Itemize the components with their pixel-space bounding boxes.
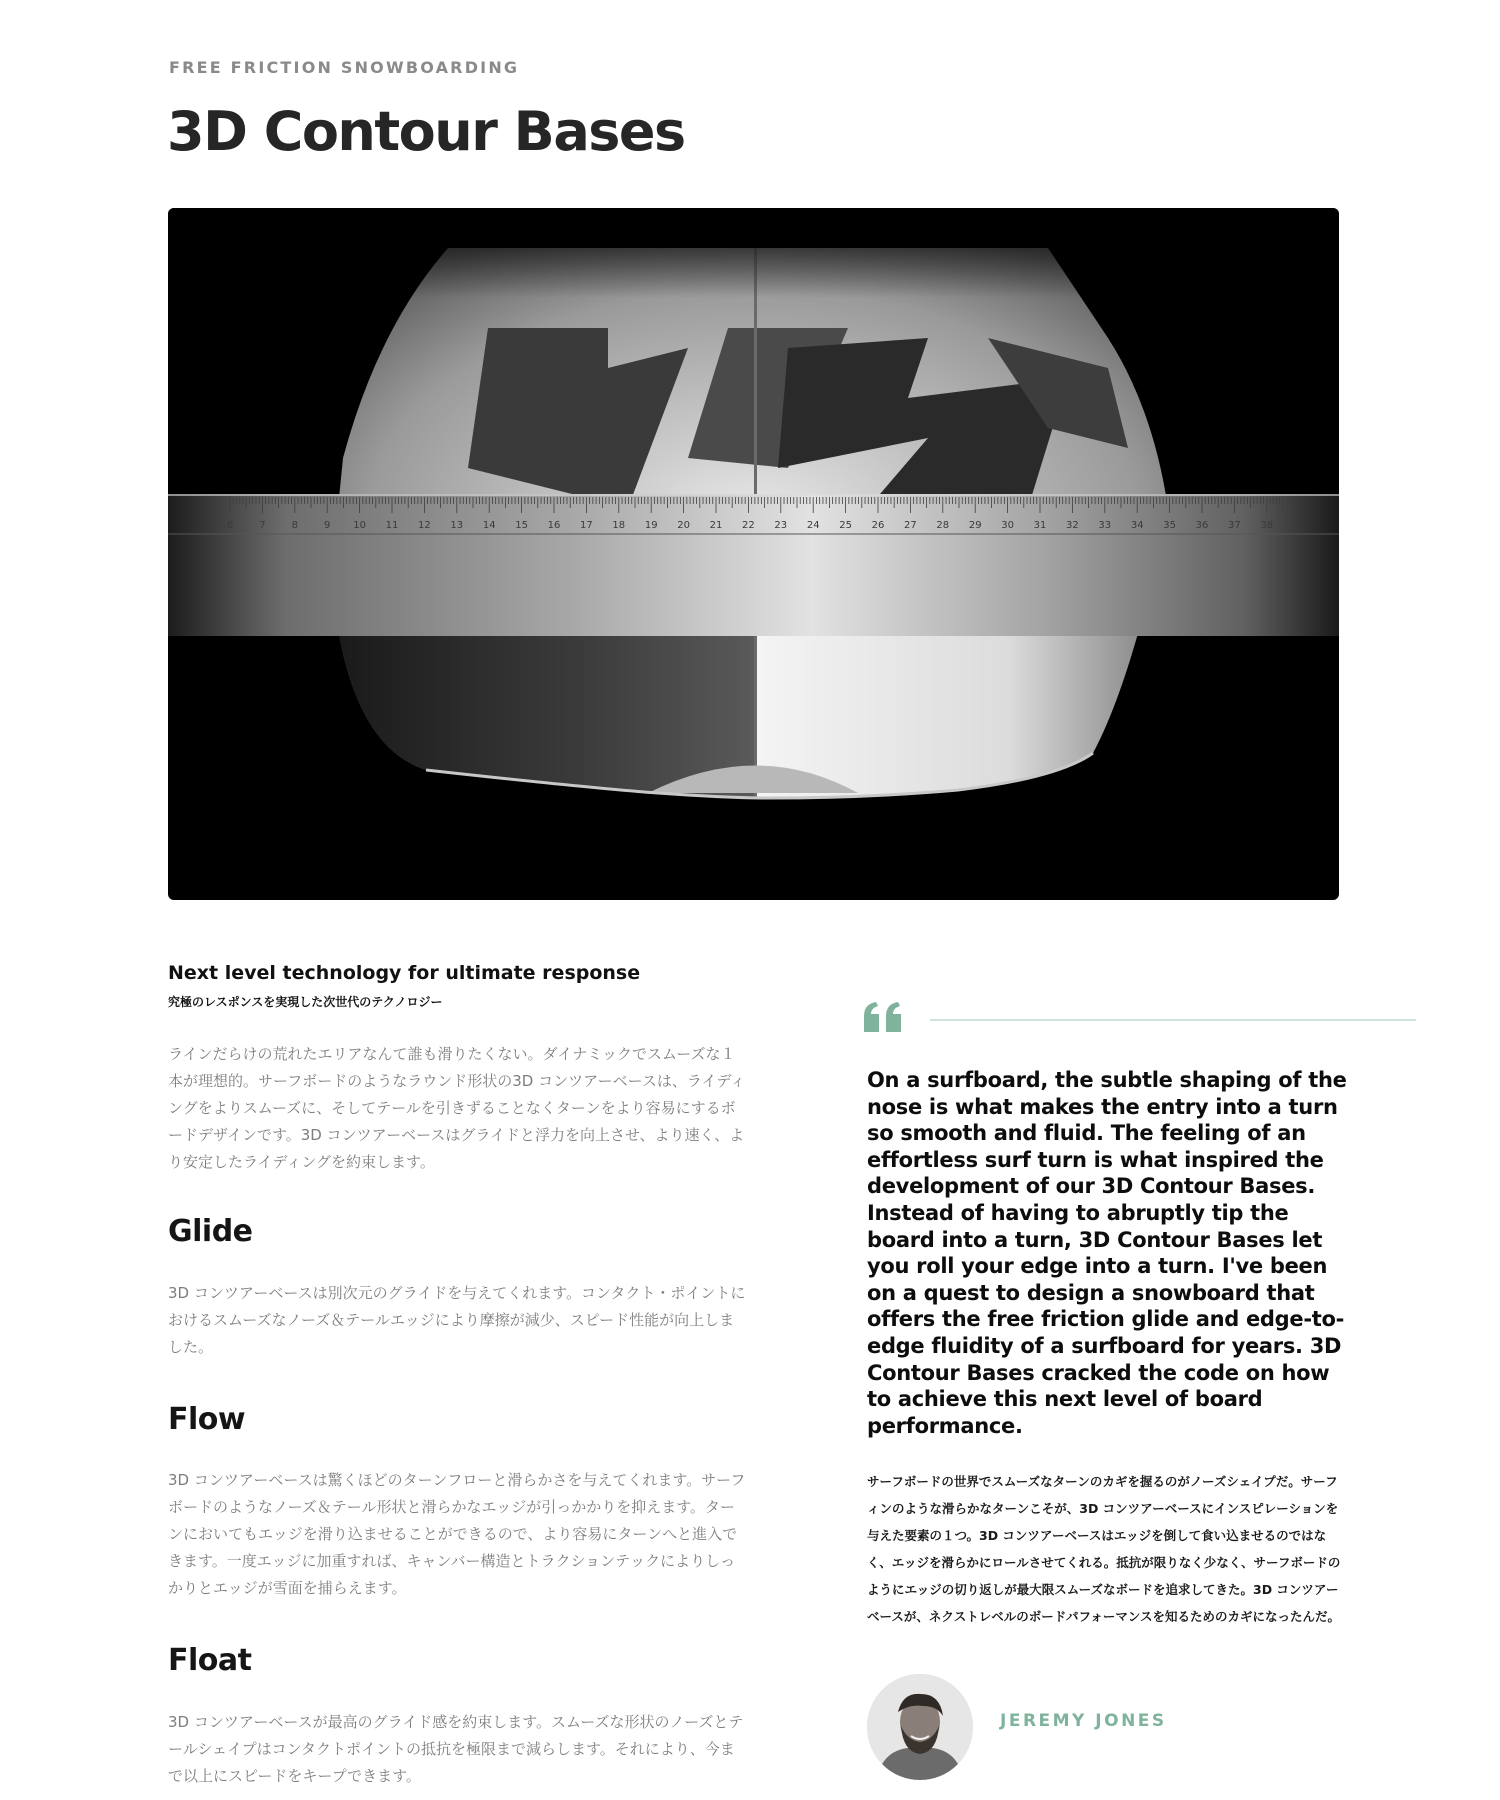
ruler-number: 7 <box>259 520 266 531</box>
ruler-number: 38 <box>1260 520 1274 531</box>
ruler-number: 15 <box>515 520 528 531</box>
ruler-number: 27 <box>904 520 917 531</box>
ruler-number: 10 <box>353 520 366 531</box>
ruler-number: 6 <box>226 520 234 531</box>
ruler-number: 34 <box>1130 520 1144 531</box>
section-title-float: Float <box>168 1643 252 1678</box>
ruler-number: 29 <box>968 520 982 531</box>
ruler-number: 20 <box>677 520 690 531</box>
ruler-number: 35 <box>1163 520 1176 531</box>
quote-text-en: On a surfboard, the subtle shaping of the nose is what makes the entry into a turn so smooth and fluid. The feeling of an effortless surf turn is what inspired the development of our 3D Contour Bases. Instead of having to abruptly tip the board into a turn, 3D Contour Bases let you roll your edge into a turn. I've been on a quest to design a snowboard that offers the free friction glide and edge-to-edge fluidity of a surfboard for years. 3D Contour Bases cracked the code on how to achieve this next level of board performance. <box>867 1068 1347 1438</box>
ruler-number: 33 <box>1098 520 1112 531</box>
ruler-number: 11 <box>385 520 399 531</box>
ruler-number: 13 <box>450 520 464 531</box>
ruler-number: 24 <box>806 520 820 531</box>
ruler-number: 18 <box>612 520 626 531</box>
ruler-number: 9 <box>324 520 331 531</box>
ruler-number: 16 <box>547 520 561 531</box>
snowboard-ruler-photo <box>168 208 1339 900</box>
ruler-number: 8 <box>291 520 298 531</box>
ruler-number: 21 <box>709 520 723 531</box>
section-body-flow: 3D コンツアーベースは驚くほどのターンフローと滑らかさを与えてくれます。サーフボードのようなノーズ＆テール形状と滑らかなエッジが引っかかりを抑えます。ターンにおいてもエッジを滑り込ませることができるので、より容易にターンへと進入できます。一度エッジに加重すれば、キャンバー構造とトラクションテックによりしっかりとエッジが雪面を捕らえます。 <box>168 1471 746 1597</box>
ruler-number: 26 <box>871 520 885 531</box>
ruler-number: 25 <box>839 520 852 531</box>
ruler-number: 23 <box>774 520 788 531</box>
section-title-glide: Glide <box>168 1214 253 1249</box>
quote-text-jp: サーフボードの世界でスムーズなターンのカギを握るのがノーズシェイプだ。サーフィンのような滑らかなターンこそが、3D コンツアーベースにインスピレーションを与えた要素の１つ。3D コンツアーベースはエッジを倒して食い込ませるのではなく、エッジを滑らかにロールさせてくれる。抵抗が限りなく少なく、サーフボードのようにエッジの切り返しが最大限スムーズなボードを追求してきた。3D コンツアーベースが、ネクストレベルのボードパフォーマンスを知るためのカギになったんだ。 <box>867 1474 1341 1624</box>
intro-heading: Next level technology for ultimate response <box>168 962 641 984</box>
eyebrow-label: FREE FRICTION SNOWBOARDING <box>169 58 520 77</box>
quote-divider <box>930 1019 1416 1021</box>
ruler-number: 31 <box>1033 520 1047 531</box>
ruler-number: 37 <box>1228 520 1241 531</box>
page-title: 3D Contour Bases <box>167 100 685 163</box>
ruler-number: 22 <box>742 520 755 531</box>
ruler-number: 30 <box>1001 520 1014 531</box>
author-name: JEREMY JONES <box>1000 1711 1167 1731</box>
ruler-number: 19 <box>644 520 658 531</box>
quote-mark-icon <box>862 1000 904 1034</box>
ruler-number: 12 <box>418 520 431 531</box>
section-title-flow: Flow <box>168 1402 246 1437</box>
section-body-glide: 3D コンツアーベースは別次元のグライドを与えてくれます。コンタクト・ポイントにおけるスムーズなノーズ＆テールエッジにより摩擦が減少、スピード性能が向上しました。 <box>168 1284 746 1356</box>
ruler-number: 28 <box>936 520 950 531</box>
ruler-number: 17 <box>580 520 593 531</box>
author-avatar <box>867 1674 973 1780</box>
section-body-float: 3D コンツアーベースが最高のグライド感を約束します。スムーズな形状のノーズとテールシェイプはコンタクトポイントの抵抗を極限まで減らします。それにより、今まで以上にスピードをキープできます。 <box>168 1713 744 1785</box>
ruler-number: 32 <box>1066 520 1079 531</box>
intro-subheading: 究極のレスポンスを実現した次世代のテクノロジー <box>168 995 443 1009</box>
ruler-number: 36 <box>1195 520 1209 531</box>
ruler-number: 14 <box>482 520 496 531</box>
intro-body: ラインだらけの荒れたエリアなんて誰も滑りたくない。ダイナミックでスムーズな１本が理想的。サーフボードのようなラウンド形状の3D コンツアーベースは、ライディングをよりスムーズに、そしてテールを引きずることなくターンをより容易にするボードデザインです。3D コンツアーベースはグライドと浮力を向上させ、より速く、より安定したライディングを約束します。 <box>168 1045 746 1171</box>
hero-image <box>168 208 1339 900</box>
